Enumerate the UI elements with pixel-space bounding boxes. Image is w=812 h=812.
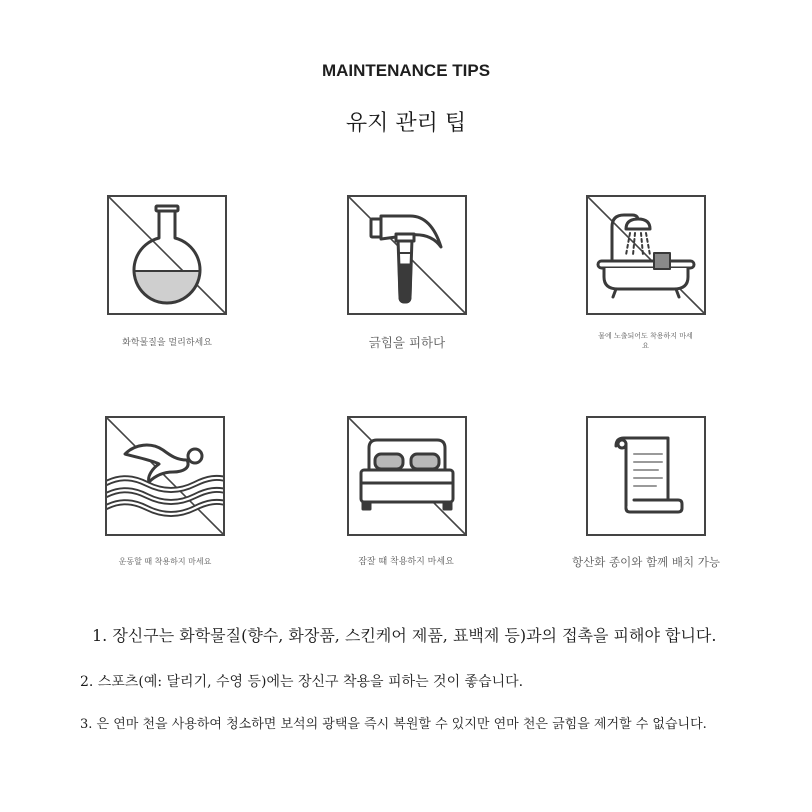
tip-caption: 긁힘을 피하다	[368, 335, 446, 350]
tip-card-scratches	[347, 195, 467, 315]
tip-card-chemicals	[107, 195, 227, 315]
note-item: 2. 스포츠(예: 달리기, 수영 등)에는 장신구 착용을 피하는 것이 좋습니다.	[80, 674, 524, 690]
scroll-icon	[616, 438, 682, 512]
tip-caption: 화학물질을 멀리하세요	[122, 338, 212, 348]
tip-card-sleep	[347, 416, 467, 536]
note-item: 3. 은 연마 천을 사용하여 청소하면 보석의 광택을 즉시 복원할 수 있지만 연마 천은 긁힘을 제거할 수 없습니다.	[80, 717, 707, 732]
bed-icon	[361, 440, 453, 509]
note-item: 1. 장신구는 화학물질(향수, 화장품, 스킨케어 제품, 표백제 등)과의 접촉을 피해야 합니다.	[92, 626, 717, 645]
tip-caption: 항산화 종이와 함께 배치 가능	[572, 555, 720, 569]
page-title: MAINTENANCE TIPS	[321, 61, 491, 80]
tip-card-water	[586, 195, 706, 315]
waves-icon	[105, 478, 225, 514]
page-subtitle: 유지 관리 팁	[345, 111, 467, 136]
swimmer-icon	[125, 445, 202, 482]
hammer-icon	[371, 216, 441, 302]
tip-caption: 잠잘 때 착용하지 마세요	[358, 557, 454, 567]
tip-caption: 물에 노출되어도 착용하지 마세요	[598, 332, 693, 350]
water-spray	[626, 233, 650, 255]
tip-card-exercise	[105, 416, 225, 536]
prohibition-slash	[587, 196, 705, 314]
tip-card-paper	[586, 416, 706, 536]
tip-caption: 운동할 때 착용하지 마세요	[118, 557, 212, 566]
